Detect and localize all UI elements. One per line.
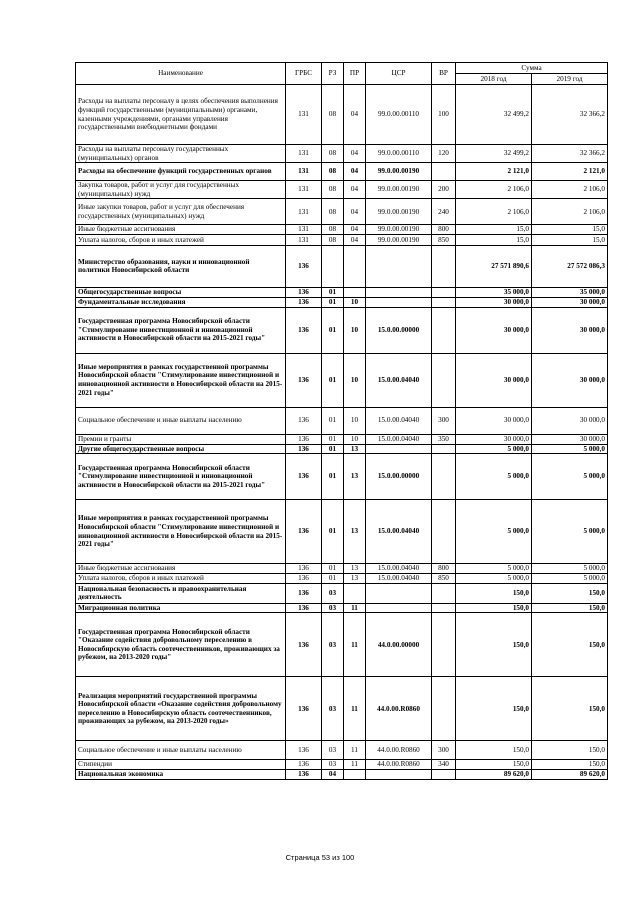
cell-grbs: 136: [286, 583, 322, 603]
cell-csr: [366, 583, 432, 603]
cell-vr: [432, 583, 456, 603]
cell-vr: 300: [432, 741, 456, 760]
table-row: [76, 603, 608, 613]
cell-csr: 44.0.00.R0860: [366, 760, 432, 770]
cell-csr: 99.0.00.00190: [366, 234, 432, 245]
cell-pr: 04: [344, 199, 366, 225]
cell-pr: 10: [344, 297, 366, 307]
cell-csr: 15.0.00.04040: [366, 573, 432, 583]
cell-csr: [366, 444, 432, 454]
header-rz: РЗ: [322, 63, 344, 85]
cell-name: Расходы на выплаты персоналу в целях обеспечения выполнения функций государственными (муниципальными) органами, казенными учреждениями, органами управления государственными внебюджетными фондами: [76, 85, 286, 145]
cell-grbs: 131: [286, 145, 322, 163]
table-body: [76, 85, 608, 780]
cell-grbs: 136: [286, 603, 322, 613]
cell-grbs: 136: [286, 760, 322, 770]
cell-name: Расходы на обеспечение функций государственных органов: [76, 163, 286, 181]
cell-name: Государственная программа Новосибирской области "Стимулирование инвестиционной и инновационной активности в Новосибирской области на 2015-2021 годы": [76, 454, 286, 500]
cell-pr: 04: [344, 163, 366, 181]
cell-grbs: 136: [286, 454, 322, 500]
cell-pr: 13: [344, 564, 366, 574]
cell-name: Министерство образования, науки и инновационной политики Новосибирской области: [76, 245, 286, 287]
cell-y2018: 30 000,0: [456, 407, 532, 434]
page-footer: Страница 53 из 100: [285, 853, 355, 862]
cell-y2019: 15,0: [532, 234, 608, 245]
cell-vr: [432, 287, 456, 297]
cell-y2019: 27 572 086,3: [532, 245, 608, 287]
cell-y2018: 2 106,0: [456, 199, 532, 225]
cell-rz: 03: [322, 613, 344, 677]
cell-y2018: 5 000,0: [456, 573, 532, 583]
header-pr: ПР: [344, 63, 366, 85]
cell-y2019: 150,0: [532, 760, 608, 770]
cell-grbs: 131: [286, 225, 322, 235]
cell-name: Иные бюджетные ассигнования: [76, 225, 286, 235]
cell-grbs: 136: [286, 613, 322, 677]
cell-name: Фундаментальные исследования: [76, 297, 286, 307]
cell-y2018: 150,0: [456, 583, 532, 603]
table-row: [76, 287, 608, 297]
cell-y2018: 30 000,0: [456, 307, 532, 353]
cell-rz: 08: [322, 234, 344, 245]
cell-grbs: 131: [286, 199, 322, 225]
table-row: [76, 434, 608, 444]
table-row: [76, 407, 608, 434]
cell-y2018: 2 121,0: [456, 163, 532, 181]
cell-rz: 03: [322, 603, 344, 613]
cell-vr: 850: [432, 234, 456, 245]
table-row: [76, 225, 608, 235]
cell-name: Социальное обеспечение и иные выплаты населению: [76, 741, 286, 760]
cell-y2019: 2 121,0: [532, 163, 608, 181]
cell-pr: 10: [344, 407, 366, 434]
table-row: [76, 353, 608, 407]
cell-vr: 800: [432, 225, 456, 235]
cell-grbs: 136: [286, 444, 322, 454]
cell-name: Государственная программа Новосибирской области "Стимулирование инвестиционной и инновационной активности в Новосибирской области на 2015-2021 годы": [76, 307, 286, 353]
cell-grbs: 131: [286, 234, 322, 245]
cell-csr: 99.0.00.00190: [366, 199, 432, 225]
cell-y2018: 30 000,0: [456, 353, 532, 407]
table-row: [76, 85, 608, 145]
cell-csr: 15.0.00.04040: [366, 353, 432, 407]
table-row: [76, 500, 608, 564]
cell-rz: 01: [322, 407, 344, 434]
cell-grbs: 136: [286, 677, 322, 741]
cell-y2019: 2 106,0: [532, 199, 608, 225]
cell-rz: 03: [322, 760, 344, 770]
cell-pr: 04: [344, 181, 366, 199]
budget-table: [75, 62, 608, 780]
cell-name: Иные закупки товаров, работ и услуг для обеспечения государственных (муниципальных) нужд: [76, 199, 286, 225]
cell-vr: [432, 163, 456, 181]
cell-csr: 99.0.00.00110: [366, 85, 432, 145]
cell-grbs: 136: [286, 353, 322, 407]
cell-pr: 11: [344, 741, 366, 760]
cell-rz: 08: [322, 225, 344, 235]
cell-pr: 13: [344, 454, 366, 500]
cell-vr: [432, 677, 456, 741]
cell-pr: 04: [344, 225, 366, 235]
cell-pr: 13: [344, 573, 366, 583]
cell-vr: [432, 245, 456, 287]
cell-pr: 04: [344, 234, 366, 245]
cell-csr: [366, 245, 432, 287]
cell-y2019: 5 000,0: [532, 454, 608, 500]
table-row: [76, 769, 608, 779]
table-row: [76, 741, 608, 760]
cell-pr: 04: [344, 85, 366, 145]
cell-rz: 08: [322, 145, 344, 163]
cell-y2018: 32 499,2: [456, 85, 532, 145]
cell-pr: 04: [344, 145, 366, 163]
cell-grbs: 136: [286, 564, 322, 574]
cell-rz: 08: [322, 181, 344, 199]
cell-y2019: 32 366,2: [532, 145, 608, 163]
header-grbs: ГРБС: [286, 63, 322, 85]
cell-y2019: 150,0: [532, 583, 608, 603]
cell-pr: 11: [344, 760, 366, 770]
cell-csr: 44.0.00.R0860: [366, 677, 432, 741]
cell-csr: 15.0.00.04040: [366, 500, 432, 564]
cell-grbs: 131: [286, 181, 322, 199]
cell-y2018: 15,0: [456, 234, 532, 245]
cell-y2019: 5 000,0: [532, 573, 608, 583]
cell-y2018: 150,0: [456, 613, 532, 677]
cell-name: Закупка товаров, работ и услуг для государственных (муниципальных) нужд: [76, 181, 286, 199]
table-row: [76, 564, 608, 574]
cell-rz: 03: [322, 677, 344, 741]
table-row: [76, 199, 608, 225]
table-row: [76, 677, 608, 741]
cell-y2018: 15,0: [456, 225, 532, 235]
table-row: [76, 307, 608, 353]
table-row: [76, 297, 608, 307]
cell-rz: 01: [322, 500, 344, 564]
cell-vr: [432, 297, 456, 307]
cell-csr: 44.0.00.R0860: [366, 741, 432, 760]
cell-rz: 01: [322, 297, 344, 307]
table-row: [76, 181, 608, 199]
cell-rz: 01: [322, 434, 344, 444]
cell-y2019: 150,0: [532, 741, 608, 760]
cell-y2019: 150,0: [532, 677, 608, 741]
cell-csr: 99.0.00.00190: [366, 225, 432, 235]
cell-grbs: 136: [286, 245, 322, 287]
cell-y2018: 150,0: [456, 760, 532, 770]
cell-grbs: 136: [286, 573, 322, 583]
table-row: [76, 245, 608, 287]
cell-y2019: 150,0: [532, 613, 608, 677]
cell-y2018: 150,0: [456, 603, 532, 613]
cell-csr: 15.0.00.04040: [366, 564, 432, 574]
cell-name: Общегосударственные вопросы: [76, 287, 286, 297]
cell-grbs: 136: [286, 741, 322, 760]
cell-name: Миграционная политика: [76, 603, 286, 613]
table-row: [76, 163, 608, 181]
cell-y2018: 5 000,0: [456, 500, 532, 564]
table-row: [76, 613, 608, 677]
cell-grbs: 136: [286, 769, 322, 779]
cell-vr: 100: [432, 85, 456, 145]
cell-vr: [432, 603, 456, 613]
cell-vr: 200: [432, 181, 456, 199]
cell-y2019: 35 000,0: [532, 287, 608, 297]
cell-vr: 120: [432, 145, 456, 163]
cell-csr: 15.0.00.00000: [366, 454, 432, 500]
cell-pr: [344, 769, 366, 779]
cell-vr: [432, 307, 456, 353]
cell-pr: 11: [344, 613, 366, 677]
table-row: [76, 234, 608, 245]
header-year-2018: 2018 год: [456, 74, 532, 85]
cell-y2018: 89 620,0: [456, 769, 532, 779]
header-vr: ВР: [432, 63, 456, 85]
cell-rz: 08: [322, 163, 344, 181]
cell-y2018: 30 000,0: [456, 434, 532, 444]
cell-name: Иные бюджетные ассигнования: [76, 564, 286, 574]
cell-name: Другие общегосударственные вопросы: [76, 444, 286, 454]
cell-y2019: 30 000,0: [532, 297, 608, 307]
cell-y2018: 150,0: [456, 741, 532, 760]
cell-y2019: 15,0: [532, 225, 608, 235]
cell-y2019: 5 000,0: [532, 444, 608, 454]
cell-grbs: 136: [286, 297, 322, 307]
cell-rz: 03: [322, 741, 344, 760]
cell-csr: [366, 297, 432, 307]
cell-y2018: 5 000,0: [456, 564, 532, 574]
cell-y2019: 30 000,0: [532, 307, 608, 353]
cell-vr: 300: [432, 407, 456, 434]
header-sum: Сумма: [456, 63, 608, 74]
cell-name: Расходы на выплаты персоналу государственных (муниципальных) органов: [76, 145, 286, 163]
cell-vr: 240: [432, 199, 456, 225]
table-row: [76, 145, 608, 163]
cell-name: Стипендии: [76, 760, 286, 770]
cell-y2019: 30 000,0: [532, 434, 608, 444]
cell-csr: [366, 603, 432, 613]
table-row: [76, 454, 608, 500]
cell-vr: [432, 613, 456, 677]
cell-pr: 11: [344, 603, 366, 613]
cell-y2018: 2 106,0: [456, 181, 532, 199]
cell-pr: [344, 287, 366, 297]
cell-rz: 01: [322, 573, 344, 583]
cell-name: Государственная программа Новосибирской области "Оказание содействия добровольному переселению в Новосибирскую область соотечественников, проживающих за рубежом, на 2013-2020 годы": [76, 613, 286, 677]
cell-grbs: 136: [286, 434, 322, 444]
cell-y2018: 32 499,2: [456, 145, 532, 163]
cell-vr: [432, 454, 456, 500]
cell-rz: 01: [322, 454, 344, 500]
cell-pr: 10: [344, 434, 366, 444]
cell-csr: 15.0.00.04040: [366, 434, 432, 444]
cell-csr: 15.0.00.04040: [366, 407, 432, 434]
cell-y2018: 35 000,0: [456, 287, 532, 297]
cell-pr: 10: [344, 307, 366, 353]
cell-pr: [344, 245, 366, 287]
cell-rz: [322, 245, 344, 287]
cell-csr: [366, 287, 432, 297]
cell-y2019: 5 000,0: [532, 500, 608, 564]
cell-grbs: 136: [286, 307, 322, 353]
cell-y2019: 30 000,0: [532, 407, 608, 434]
cell-y2019: 5 000,0: [532, 564, 608, 574]
cell-grbs: 136: [286, 287, 322, 297]
cell-csr: 99.0.00.00190: [366, 163, 432, 181]
cell-rz: 01: [322, 307, 344, 353]
cell-name: Социальное обеспечение и иные выплаты населению: [76, 407, 286, 434]
cell-y2019: 32 366,2: [532, 85, 608, 145]
cell-vr: [432, 444, 456, 454]
header-year-2019: 2019 год: [532, 74, 608, 85]
cell-name: Уплата налогов, сборов и иных платежей: [76, 234, 286, 245]
header-csr: ЦСР: [366, 63, 432, 85]
cell-vr: 350: [432, 434, 456, 444]
cell-vr: [432, 769, 456, 779]
cell-rz: 03: [322, 583, 344, 603]
table-row: [76, 444, 608, 454]
cell-rz: 01: [322, 287, 344, 297]
table-header: [76, 63, 608, 85]
header-name: Наименование: [76, 63, 286, 85]
cell-name: Премии и гранты: [76, 434, 286, 444]
cell-vr: 850: [432, 573, 456, 583]
cell-csr: 44.0.00.00000: [366, 613, 432, 677]
cell-name: Реализация мероприятий государственной программы Новосибирской области «Оказание содействия добровольному переселению в Новосибирскую область соотечественников, проживающих за рубежом, на 2013-2020 годы»: [76, 677, 286, 741]
cell-grbs: 131: [286, 85, 322, 145]
cell-rz: 01: [322, 444, 344, 454]
cell-csr: [366, 769, 432, 779]
cell-y2019: 2 106,0: [532, 181, 608, 199]
cell-rz: 01: [322, 564, 344, 574]
cell-pr: 13: [344, 500, 366, 564]
cell-grbs: 136: [286, 500, 322, 564]
cell-rz: 04: [322, 769, 344, 779]
cell-y2019: 150,0: [532, 603, 608, 613]
cell-vr: [432, 353, 456, 407]
cell-vr: [432, 500, 456, 564]
cell-pr: 10: [344, 353, 366, 407]
cell-vr: 800: [432, 564, 456, 574]
cell-y2018: 5 000,0: [456, 444, 532, 454]
cell-y2018: 27 571 890,6: [456, 245, 532, 287]
cell-grbs: 131: [286, 163, 322, 181]
table-row: [76, 760, 608, 770]
cell-y2018: 30 000,0: [456, 297, 532, 307]
cell-y2018: 150,0: [456, 677, 532, 741]
cell-pr: 13: [344, 444, 366, 454]
cell-csr: 99.0.00.00190: [366, 181, 432, 199]
cell-rz: 08: [322, 199, 344, 225]
cell-pr: [344, 583, 366, 603]
cell-rz: 01: [322, 353, 344, 407]
cell-grbs: 136: [286, 407, 322, 434]
cell-pr: 11: [344, 677, 366, 741]
cell-y2018: 5 000,0: [456, 454, 532, 500]
table-row: [76, 583, 608, 603]
cell-csr: 15.0.00.00000: [366, 307, 432, 353]
cell-name: Национальная безопасность и правоохранительная деятельность: [76, 583, 286, 603]
cell-name: Уплата налогов, сборов и иных платежей: [76, 573, 286, 583]
cell-name: Национальная экономика: [76, 769, 286, 779]
cell-name: Иные мероприятия в рамках государственной программы Новосибирской области "Стимулирование инвестиционной и инновационной активности в Новосибирской области на 2015-2021 годы": [76, 500, 286, 564]
table-row: [76, 573, 608, 583]
cell-rz: 08: [322, 85, 344, 145]
cell-y2019: 30 000,0: [532, 353, 608, 407]
cell-csr: 99.0.00.00110: [366, 145, 432, 163]
cell-y2019: 89 620,0: [532, 769, 608, 779]
cell-vr: 340: [432, 760, 456, 770]
cell-name: Иные мероприятия в рамках государственной программы Новосибирской области "Стимулирование инвестиционной и инновационной активности в Новосибирской области на 2015-2021 годы": [76, 353, 286, 407]
